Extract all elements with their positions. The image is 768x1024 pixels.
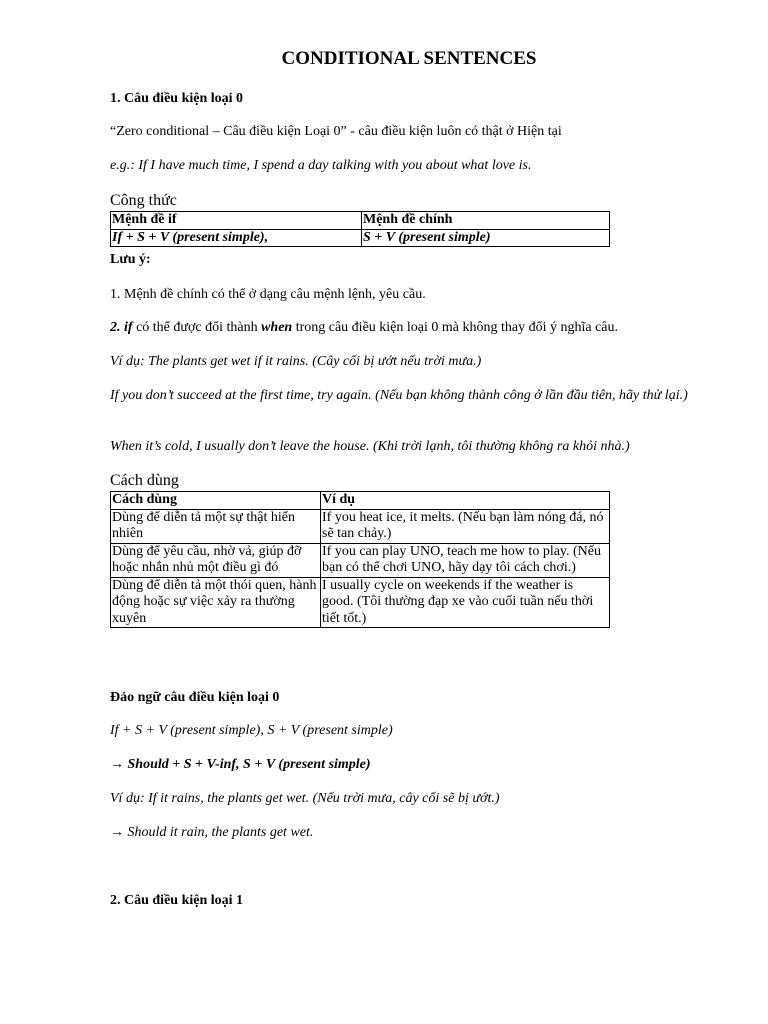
usage-header-example: Ví dụ	[321, 492, 610, 510]
formula-header-main: Mệnh đề chính	[362, 212, 610, 230]
inversion-example: Ví dụ: If it rains, the plants get wet. (Nếu trời mưa, cây cối sẽ bị ướt.)	[110, 791, 500, 806]
note-example-3: When it’s cold, I usually don’t leave the house. (Khi trời lạnh, tôi thường không ra khỏi nhà.)	[110, 439, 630, 454]
usage-cell: Dùng để yêu cầu, nhờ vả, giúp đỡ hoặc nhắn nhủ một điều gì đó	[111, 543, 321, 577]
formula-cell-if: If + S + V (present simple),	[111, 229, 362, 247]
formula-cell-main: S + V (present simple)	[362, 229, 610, 247]
inversion-formula-1: If + S + V (present simple), S + V (present simple)	[110, 723, 393, 738]
note-2-number: 2. if	[110, 320, 133, 335]
notes-heading: Lưu ý:	[110, 252, 151, 267]
usage-cell: If you can play UNO, teach me how to play. (Nếu bạn có thể chơi UNO, hãy dạy tôi cách chơi.)	[321, 543, 610, 577]
table-row	[111, 212, 610, 230]
section1-example: e.g.: If I have much time, I spend a day talking with you about what love is.	[110, 158, 532, 173]
inversion-heading: Đảo ngữ câu điều kiện loại 0	[110, 690, 280, 705]
table-row	[111, 543, 610, 577]
usage-header-usage: Cách dùng	[111, 492, 321, 510]
usage-heading: Cách dùng	[110, 472, 179, 489]
formula-header-if: Mệnh đề if	[111, 212, 362, 230]
note-2-when: when	[261, 320, 293, 335]
usage-cell: Dùng để diễn tả một thói quen, hành động hoặc sự việc xảy ra thường xuyên	[111, 577, 321, 628]
note-example-1: Ví dụ: The plants get wet if it rains. (Cây cối bị ướt nếu trời mưa.)	[110, 354, 482, 369]
note-2-text-b: trong câu điều kiện loại 0 mà không thay đổi ý nghĩa câu.	[292, 320, 619, 335]
inversion-formula-2: Should + S + V-inf, S + V (present simple)	[127, 757, 371, 772]
usage-cell: I usually cycle on weekends if the weather is good. (Tôi thường đạp xe vào cuối tuần nếu thời tiết tốt.)	[321, 577, 610, 628]
inversion-formula-2-line	[110, 756, 371, 773]
right-arrow-icon: →	[110, 825, 124, 840]
note-1: 1. Mệnh đề chính có thể ở dạng câu mệnh lệnh, yêu cầu.	[110, 287, 426, 302]
section1-intro: “Zero conditional – Câu điều kiện Loại 0” - câu điều kiện luôn có thật ở Hiện tại	[110, 124, 562, 139]
formula-table	[110, 211, 610, 247]
note-2	[110, 319, 618, 336]
section2-heading: 2. Câu điều kiện loại 1	[110, 893, 244, 908]
usage-cell: If you heat ice, it melts. (Nếu bạn làm nóng đá, nó sẽ tan chảy.)	[321, 509, 610, 543]
usage-cell: Dùng để diễn tả một sự thật hiển nhiên	[111, 509, 321, 543]
inversion-result: Should it rain, the plants get wet.	[127, 825, 314, 840]
note-2-text-a: có thể được đổi thành	[132, 320, 262, 335]
table-row	[111, 229, 610, 247]
note-example-2: If you don’t succeed at the first time, try again. (Nếu bạn không thành công ở lần đầu tiên, hãy thử lại.)	[110, 388, 688, 403]
formula-heading: Công thức	[110, 192, 177, 209]
inversion-result-line	[110, 824, 313, 841]
table-row	[111, 492, 610, 510]
table-row	[111, 509, 610, 543]
right-arrow-icon: →	[110, 757, 124, 772]
page-title: CONDITIONAL SENTENCES	[281, 48, 537, 69]
table-row	[111, 577, 610, 628]
section1-heading: 1. Câu điều kiện loại 0	[110, 91, 244, 106]
usage-table	[110, 491, 610, 628]
